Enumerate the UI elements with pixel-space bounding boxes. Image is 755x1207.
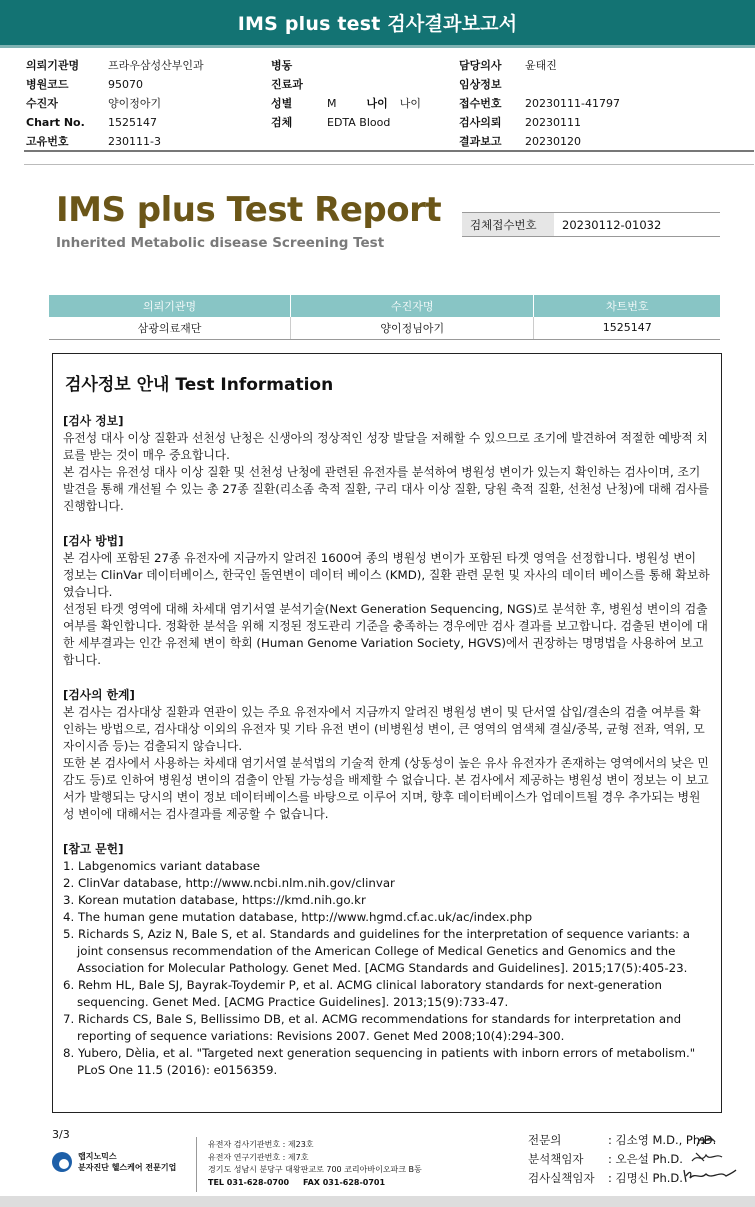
specimen-number-label: 검체접수번호 — [462, 213, 554, 236]
reference-list — [63, 858, 711, 1079]
section-paragraph: 유전성 대사 이상 질환과 선천성 난청은 신생아의 정상적인 성장 발달을 저해할 수 있으므로 조기에 발견하여 적절한 예방적 치료를 받는 것이 매우 중요합니다. — [63, 431, 708, 462]
section-references — [63, 841, 711, 1079]
test-information-box — [52, 353, 722, 1113]
specimen-number-value: 20230112-01032 — [562, 217, 662, 232]
patient-table — [49, 295, 720, 340]
signer-row: 검사실책임자 : 김명신 Ph.D. — [528, 1171, 683, 1185]
section-paragraph: 본 검사에 포함된 27종 유전자에 지금까지 알려진 1600여 종의 병원성 변이가 포함된 타겟 영역을 선정합니다. 병원성 변이 정보는 ClinVar 데이터베이스, 한국인 돌연변이 데이터 베이스 (KMD), 질환 관련 문헌 및 자사의 데이터 베이스를 통해 확보하였습니다. — [63, 551, 710, 599]
header-column-2 — [271, 56, 421, 132]
list-item: 1. Labgenomics variant database — [63, 859, 260, 873]
col-header-institution: 의뢰기관명 — [49, 295, 291, 317]
report-banner — [0, 0, 755, 48]
cell-chart-no: 1525147 — [534, 317, 720, 339]
header-field: 병원코드 95070 — [26, 78, 143, 91]
signature-mark-2 — [690, 1149, 724, 1165]
list-item: 2. ClinVar database, http://www.ncbi.nlm.nih.gov/clinvar — [63, 876, 395, 890]
report-subtitle: Inherited Metabolic disease Screening Test — [56, 235, 385, 251]
section-title: [참고 문헌] — [63, 842, 124, 856]
section-title: [검사의 한계] — [63, 688, 135, 702]
list-item: 4. The human gene mutation database, http://www.hgmd.cf.ac.uk/ac/index.php — [63, 910, 533, 924]
fax: FAX 031-628-0701 — [303, 1177, 386, 1187]
list-item: 7. Richards CS, Bale S, Bellissimo DB, et al. ACMG recommendations for standards for interpretation and reporting of sequence variations: Revisions 2007. Genet Med 2008;10(4):294-300. — [63, 1012, 682, 1043]
address-line: 경기도 성남시 분당구 대왕판교로 700 코리아바이오파크 B동 — [208, 1165, 422, 1174]
section-title: [검사 방법] — [63, 534, 124, 548]
section-paragraph: 본 검사는 검사대상 질환과 연관이 있는 주요 유전자에서 지금까지 알려진 병원성 변이 및 단서열 삽입/결손의 검출 여부를 확인하는 방법으로, 검사대상 이외의 유전자 및 기타 유전 변이 (비병원성 변이, 큰 영역의 염색체 결실/중복, 균형 전좌, 역위, 모자이시즘 등)는 검출되지 않습니다. — [63, 705, 705, 753]
table-row — [49, 317, 720, 339]
header-divider — [24, 150, 754, 152]
specimen-number-box — [462, 212, 720, 237]
section-paragraph: 선정된 타겟 영역에 대해 차세대 염기서열 분석기술(Next Generation Sequencing, NGS)로 분석한 후, 병원성 변이의 검출 여부를 확인합니다. 정확한 분석을 위해 지정된 정도관리 기준을 충족하는 경우에만 검사 결과를 보고합니다. 검출된 변이에 대한 세부결과는 인간 유전체 변이 학회 (Human Genome Variation Society, HGVS)에서 권장하는 명명법을 사용하여 보고합니다. — [63, 602, 708, 667]
cell-institution: 삼광의료재단 — [49, 317, 291, 339]
header-field: 검사의뢰 20230111 — [459, 116, 581, 129]
list-item: 8. Yubero, Dèlia, et al. "Targeted next generation sequencing in patients with inborn errors of metabolism." PLoS One 11.5 (2016): e0156359. — [63, 1046, 696, 1077]
section-test-info — [63, 413, 711, 515]
patient-table-header-row — [49, 295, 720, 317]
signature-mark-1 — [695, 1132, 719, 1150]
banner-title: IMS plus test 검사결과보고서 — [237, 13, 518, 35]
page-bottom-bar — [0, 1196, 755, 1207]
page-number: 3/3 — [52, 1128, 70, 1141]
section-paragraph: 본 검사는 유전성 대사 이상 질환 및 선천성 난청에 관련된 유전자를 분석하여 병원성 변이가 있는지 확인하는 검사이며, 조기 발견을 통해 개선될 수 있는 총 27종 질환(리소좀 축적 질환, 구리 대사 이상 질환, 당원 축적 질환, 선천성 난청)에 대해 검사를 진행합니다. — [63, 465, 710, 513]
address-line: 유전자 검사기관번호 : 제23호 — [208, 1140, 314, 1149]
header-field: Chart No. 1525147 — [26, 116, 157, 129]
section-test-limitations — [63, 687, 711, 823]
list-item: 5. Richards S, Aziz N, Bale S, et al. Standards and guidelines for the interpretation of sequence variants: a joint consensus recommendation of the American College of Medical Genetics and Genomics and the Association for Molecular Pathology. Genet Med. [ACMG Standards and Guidelines]. 2015;17(5):405-23. — [63, 927, 691, 975]
header-field: 임상정보 — [459, 78, 502, 91]
footer-address — [208, 1139, 422, 1189]
header-field: 의뢰기관명 프라우삼성산부인과 — [26, 59, 204, 72]
logo-mark-icon — [52, 1152, 72, 1172]
header-field-ward: 병동 — [271, 59, 293, 72]
telephone: TEL 031-628-0700 — [208, 1177, 290, 1187]
signature-mark-3 — [680, 1166, 738, 1186]
address-line: 유전자 연구기관번호 : 제7호 — [208, 1152, 309, 1162]
signer-row: 전문의 : 김소영 M.D., Ph.D. — [528, 1133, 717, 1147]
logo-tagline: 분자진단 헬스케어 전문기업 — [78, 1163, 177, 1172]
header-field-dept: 진료과 — [271, 78, 303, 91]
list-item: 6. Rehm HL, Bale SJ, Bayrak-Toydemir P, et al. ACMG clinical laboratory standards for next-generation sequencing. Genet Med. [ACMG Practice Guidelines]. 2013;15(9):733-47. — [63, 978, 662, 1009]
col-header-patient: 수진자명 — [291, 295, 534, 317]
header-field: 결과보고 20230120 — [459, 135, 581, 148]
info-heading: 검사정보 안내 Test Information — [65, 375, 334, 395]
signer-row: 분석책임자 : 오은설 Ph.D. — [528, 1152, 683, 1166]
header-field-sex-age: 성별 M 나이 나이 — [271, 97, 422, 110]
col-header-chart-no: 차트번호 — [534, 295, 720, 317]
section-title: [검사 정보] — [63, 414, 124, 428]
header-field: 고유번호 230111-3 — [26, 135, 161, 148]
logo-name: 랩지노믹스 — [78, 1152, 117, 1161]
list-item: 3. Korean mutation database, https://kmd.nih.go.kr — [63, 893, 366, 907]
section-test-method — [63, 533, 711, 669]
header-field: 수진자 양이정아기 — [26, 97, 162, 110]
header-column-3 — [459, 56, 620, 151]
header-field-specimen: 검체 EDTA Blood — [271, 116, 391, 129]
report-title: IMS plus Test Report — [56, 190, 442, 230]
company-logo — [52, 1151, 176, 1173]
header-divider-thin — [24, 164, 754, 165]
footer-divider — [196, 1137, 197, 1192]
header-field: 담당의사 윤태진 — [459, 59, 557, 72]
cell-patient: 양이정님아기 — [291, 317, 534, 339]
section-paragraph: 또한 본 검사에서 사용하는 차세대 염기서열 분석법의 기술적 한계 (상동성이 높은 유사 유전자가 존재하는 영역에서의 낮은 민감도 등)로 인하여 병원성 변이의 검출이 안될 가능성을 배제할 수 없습니다. 본 검사에서 제공하는 병원성 변이 정보는 이 보고서가 발행되는 당시의 변이 정보 데이터베이스를 바탕으로 이루어 지며, 향후 데이터베이스가 업데이트될 경우 추가되는 병원성 변이에 대해서는 검사결과를 제공할 수 없습니다. — [63, 756, 709, 821]
header-field: 접수번호 20230111-41797 — [459, 97, 620, 110]
header-column-1 — [26, 56, 204, 151]
